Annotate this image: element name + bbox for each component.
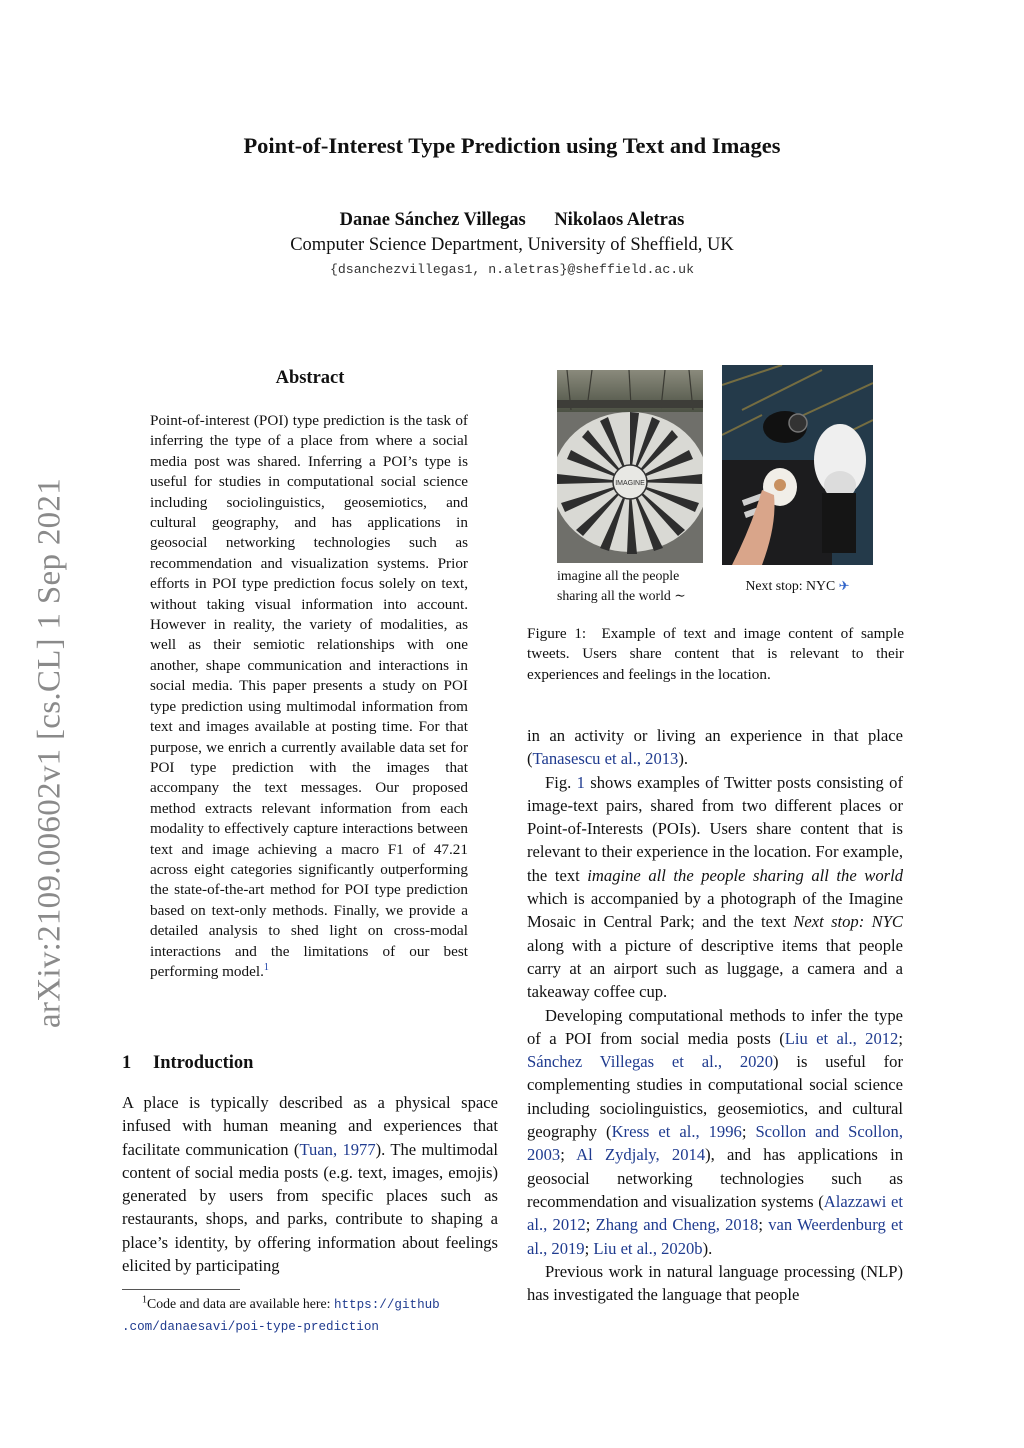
citation-link[interactable]: Zhang and Cheng, 2018 bbox=[595, 1215, 759, 1235]
author-name: Danae Sánchez Villegas bbox=[339, 210, 526, 230]
airport-illustration bbox=[722, 365, 873, 565]
abstract-body: Point-of-interest (POI) type prediction is the task of inferring the type of a place from where a social media post was shared. Inferring a POI’s type is useful for studies in computational social science including sociolinguistics, geosemiotics, and cultural geography, and has applications in geosocial networking technologies such as recommendation and visualization systems. Prior efforts in POI type prediction focus solely on text, without taking visual information into account. However in reality, the variety of modalities, as well as their semiotic relationships with one another, shape communication and interactions in social media. This paper presents a study on POI type prediction using multimodal information from text and images available at posting time. For that purpose, we enrich a currently available data set for POI type prediction with the images that accompany the text messages. Our proposed method extracts relevant information from each modality to effectively capture interactions between text and image achieving a macro F1 of 47.21 across eight categories significantly outperforming the state-of-the-art method for POI type prediction based on text-only methods. Finally, we provide a detailed analysis to shed light on cross-modal interactions and the limitations of our best performing model. bbox=[150, 412, 468, 980]
subcaption-line: sharing all the world ∼ bbox=[557, 588, 686, 604]
footnote-mark: 1 bbox=[142, 1294, 147, 1306]
text-run: Developing computational methods to infer the type of a POI from social media posts ( bbox=[527, 1005, 903, 1048]
author-list bbox=[0, 207, 1024, 233]
introduction-paragraph bbox=[122, 1091, 498, 1277]
text-run: ), and has applications in geosocial networking technologies such as recommendation and visualization systems ( bbox=[527, 1145, 903, 1211]
footnote-link[interactable]: https://github bbox=[333, 1298, 440, 1312]
figure-reference-link[interactable]: 1 bbox=[576, 772, 585, 792]
paragraph bbox=[527, 771, 903, 1004]
figure-subcaption-right bbox=[722, 576, 873, 597]
text-run: A place is typically described as a physical space infused with human meaning and experiences that facilitate communication ( bbox=[122, 1093, 498, 1159]
text-run: ; bbox=[758, 1215, 769, 1235]
citation-link[interactable]: van Weerdenburg et al., 2019 bbox=[527, 1215, 903, 1258]
text-run: ; bbox=[584, 1238, 594, 1258]
figure-caption-text: Example of text and image content of sample tweets. Users share content that is relevant to their experiences and feelings in the location. bbox=[527, 625, 904, 683]
section-number: 1 bbox=[122, 1053, 132, 1073]
footnote-divider bbox=[122, 1289, 240, 1290]
paper-title: Point-of-Interest Type Prediction using Text and Images bbox=[243, 133, 781, 158]
figure-caption bbox=[527, 624, 904, 685]
text-run: ). The multimodal content of social media posts (e.g. text, images, emojis) generated by users from specific places such as restaurants, shops, and parks, contribute to shaping a place’s identity, by offering information about feelings elicited by participating bbox=[122, 1139, 499, 1276]
citation-link[interactable]: Alazzawi et al., 2012 bbox=[527, 1191, 903, 1235]
text-run: ; bbox=[741, 1122, 756, 1142]
footnote-link[interactable]: .com/danaesavi/poi-type-prediction bbox=[122, 1319, 379, 1334]
citation-link[interactable]: Al Zydjaly, 2014 bbox=[576, 1145, 706, 1165]
emphasized-text: imagine all the people sharing all the world bbox=[587, 865, 903, 885]
arxiv-identifier: arXiv:2109.00602v1 [cs.CL] 1 Sep 2021 bbox=[31, 477, 68, 1029]
author-emails: {dsanchezvillegas1, n.aletras}@sheffield.ac.uk bbox=[329, 262, 695, 277]
paragraph bbox=[527, 1004, 903, 1260]
text-run: ; bbox=[560, 1145, 577, 1165]
citation-link[interactable]: Scollon and Scollon, 2003 bbox=[527, 1122, 903, 1165]
mosaic-illustration bbox=[557, 370, 703, 563]
emphasized-text: Next stop: NYC bbox=[793, 912, 903, 932]
text-run: along with a picture of descriptive items that people carry at an airport such as luggage, a camera and a takeaway coffee cup. bbox=[527, 935, 903, 1002]
text-run: ). bbox=[702, 1238, 713, 1258]
figure-subcaption-left bbox=[557, 566, 717, 607]
text-run: Fig. bbox=[545, 772, 577, 792]
abstract-heading: Abstract bbox=[275, 368, 345, 388]
airplane-icon: ✈ bbox=[838, 579, 850, 594]
text-run: ). bbox=[678, 749, 689, 769]
text-run: ; bbox=[898, 1028, 903, 1048]
imagine-mosaic-photo bbox=[557, 370, 703, 563]
right-column-text bbox=[527, 724, 903, 1306]
paragraph bbox=[527, 724, 903, 771]
svg-text:IMAGINE: IMAGINE bbox=[615, 480, 645, 487]
subcaption-text: Next stop: NYC bbox=[745, 578, 836, 593]
citation-link[interactable]: Liu et al., 2012 bbox=[784, 1028, 899, 1048]
figure-label: Figure 1: bbox=[527, 625, 587, 642]
citation-link[interactable]: Liu et al., 2020b bbox=[593, 1238, 703, 1258]
footnote bbox=[122, 1294, 500, 1337]
text-run: in an activity or living an experience in that place ( bbox=[527, 726, 903, 769]
text-run: ; bbox=[585, 1215, 596, 1235]
text-run: ) is useful for complementing studies in computational social science including sociolinguistics, geosemiotics, and cultural geography ( bbox=[527, 1052, 903, 1142]
affiliation: Computer Science Department, University of Sheffield, UK bbox=[290, 235, 734, 255]
text-run: shows examples of Twitter posts consisting of image-text pairs, shared from two different places or Point-of-Interests (POIs). Users share content that is relevant to their experience in the location. For example, the text bbox=[527, 772, 903, 885]
citation-link[interactable]: Tuan, 1977 bbox=[299, 1139, 376, 1159]
text-run: which is accompanied by a photograph of the Imagine Mosaic in Central Park; and the text bbox=[527, 889, 903, 932]
citation-link[interactable]: Sánchez Villegas et al., 2020 bbox=[527, 1052, 774, 1072]
citation-link[interactable]: Kress et al., 1996 bbox=[611, 1122, 742, 1142]
footnote-text: Code and data are available here: bbox=[147, 1296, 334, 1311]
author-name: Nikolaos Aletras bbox=[554, 210, 685, 230]
section-title: Introduction bbox=[153, 1053, 254, 1073]
section-heading-introduction bbox=[122, 1051, 253, 1075]
subcaption-line: imagine all the people bbox=[557, 568, 680, 583]
paragraph: Previous work in natural language processing (NLP) has investigated the language that people bbox=[527, 1261, 903, 1305]
abstract-text bbox=[150, 411, 468, 982]
airport-items-photo bbox=[722, 365, 873, 565]
footnote-reference[interactable]: 1 bbox=[263, 961, 269, 973]
citation-link[interactable]: Tanasescu et al., 2013 bbox=[532, 749, 679, 769]
